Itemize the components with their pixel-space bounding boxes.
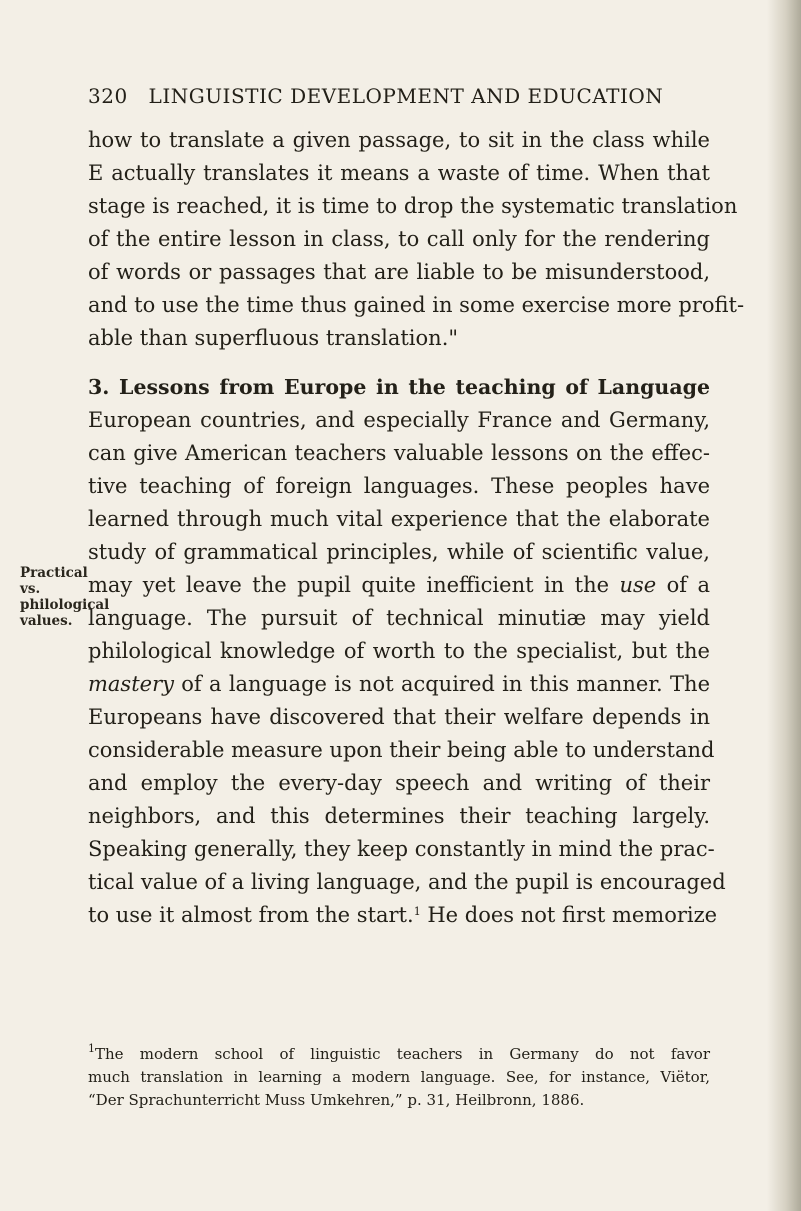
running-title: LINGUISTIC DEVELOPMENT AND EDUCATION — [148, 84, 664, 108]
footnote-line: $^1$The modern school of linguistic teachers in Germany do not favor — [88, 1042, 710, 1063]
emphasis: mastery — [88, 672, 174, 696]
text-line: mastery of a language is not acquired in this manner. The — [88, 672, 710, 696]
text-line: how to translate a given passage, to sit in the class while — [88, 128, 710, 152]
text-line: tive teaching of foreign languages. These peoples have — [88, 474, 710, 498]
text-line: and employ the every-day speech and writing of their — [88, 771, 710, 795]
section-heading: 3. Lessons from Europe in the teaching of Language — [88, 375, 710, 399]
text-line: tical value of a living language, and the pupil is encouraged — [88, 870, 726, 894]
footnote — [88, 1043, 710, 1112]
footnote-line: much translation in learning a modern language. See, for instance, Viëtor, — [88, 1068, 710, 1086]
text-line: Europeans have discovered that their welfare depends in — [88, 705, 710, 729]
main-text — [88, 124, 745, 932]
text-line: European countries, and especially France and Germany, — [88, 408, 710, 432]
text-line: can give American teachers valuable lessons on the effec- — [88, 441, 710, 465]
text-line: neighbors, and this determines their teaching largely. — [88, 804, 710, 828]
text-line: to use it almost from the start.$^1$ He does not first memorize — [88, 903, 718, 927]
emphasis: use — [619, 573, 657, 597]
text-line: Speaking generally, they keep constantly in mind the prac- — [88, 837, 715, 861]
page-gutter-shadow — [767, 0, 801, 1211]
text-line: language. The pursuit of technical minutiæ may yield — [88, 606, 710, 630]
text-line: philological knowledge of worth to the specialist, but the — [88, 639, 710, 663]
text-line: stage is reached, it is time to drop the systematic translation — [88, 194, 738, 218]
footnote-reference[interactable]: 1 — [413, 905, 421, 918]
text-line: and to use the time thus gained in some exercise more profit- — [88, 293, 745, 317]
page-number: 320 — [88, 84, 128, 108]
text-line: may yet leave the pupil quite inefficient in the use of a — [88, 573, 711, 597]
margin-note: Practical vs. philological values. — [20, 565, 110, 629]
text-line: study of grammatical principles, while of scientific value, — [88, 540, 710, 564]
text-line: of the entire lesson in class, to call only for the rendering — [88, 227, 710, 251]
text-line: learned through much vital experience that the elaborate — [88, 507, 710, 531]
running-header — [88, 84, 728, 108]
footnote-marker: 1 — [88, 1042, 95, 1055]
text-line: considerable measure upon their being able to understand — [88, 738, 715, 762]
text-line: able than superfluous translation." — [88, 326, 459, 350]
text-line: of words or passages that are liable to be misunderstood, — [88, 260, 710, 284]
text-line: E actually translates it means a waste of time. When that — [88, 161, 710, 185]
footnote-line: “Der Sprachunterricht Muss Umkehren,” p. 31, Heilbronn, 1886. — [88, 1091, 585, 1109]
